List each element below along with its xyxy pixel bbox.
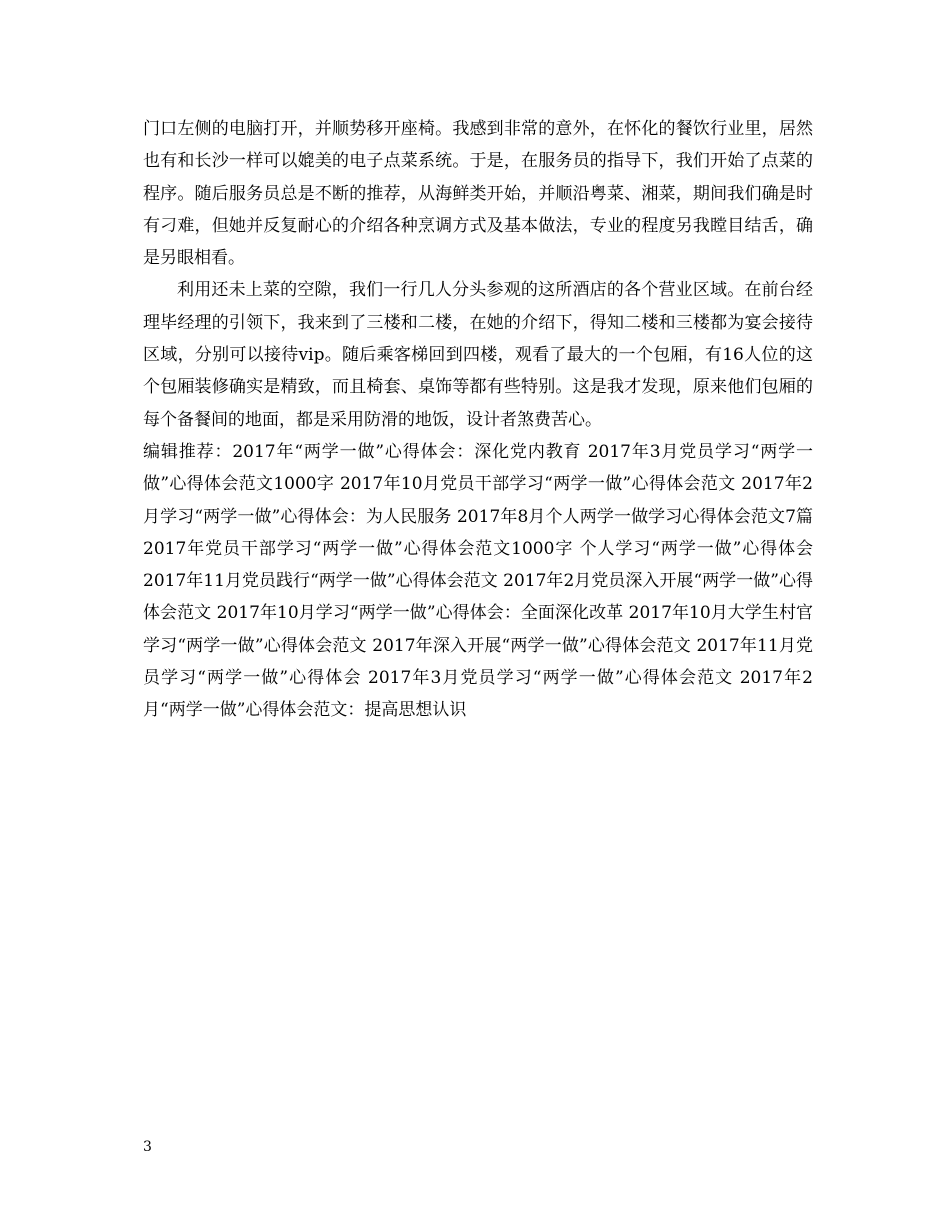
paragraph-hotel-tour: 利用还未上菜的空隙，我们一行几人分头参观的这所酒店的各个营业区域。在前台经理毕经理的引领下，我来到了三楼和二楼，在她的介绍下，得知二楼和三楼都为宴会接待区域，分别可以接待vip。随后乘客梯回到四楼，观看了最大的一个包厢，有16人位的这个包厢装修确实是精致，而且椅套、桌饰等都有些特别。这是我才发现，原来他们包厢的每个备餐间的地面，都是采用防滑的地饭，设计者煞费苦心。 [143,280,813,430]
editor-recommendations: 编辑推荐：2017年“两学一做”心得体会：深化党内教育 2017年3月党员学习“两学一做”心得体会范文1000字 2017年10月党员干部学习“两学一做”心得体会范文 2017年2月学习“两学一做”心得体会：为人民服务 2017年8月个人两学一做学习心得体会范文7篇 2017年党员干部学习“两学一做”心得体会范文1000字 个人学习“两学一做”心得体会 2017年11月党员践行“两学一做”心得体会范文 2017年2月党员深入开展“两学一做”心得体会范文 2017年10月学习“两学一做”心得体会：全面深化改革 2017年10月大学生村官学习“两学一做”心得体会范文 2017年深入开展“两学一做”心得体会范文 2017年11月党员学习“两学一做”心得体会 2017年3月党员学习“两学一做”心得体会范文 2017年2月“两学一做”心得体会范文：提高思想认识 [143,441,813,721]
paragraph-dining-experience: 门口左侧的电脑打开，并顺势移开座椅。我感到非常的意外，在怀化的餐饮行业里，居然也有和长沙一样可以媲美的电子点菜系统。于是，在服务员的指导下，我们开始了点菜的程序。随后服务员总是不断的推荐，从海鲜类开始，并顺沿粤菜、湘菜，期间我们确是时有刁难，但她并反复耐心的介绍各种烹调方式及基本做法，专业的程度另我瞠目结舌，确是另眼相看。 [143,119,813,269]
document-body [143,113,813,727]
page-number: 3 [143,1139,152,1155]
